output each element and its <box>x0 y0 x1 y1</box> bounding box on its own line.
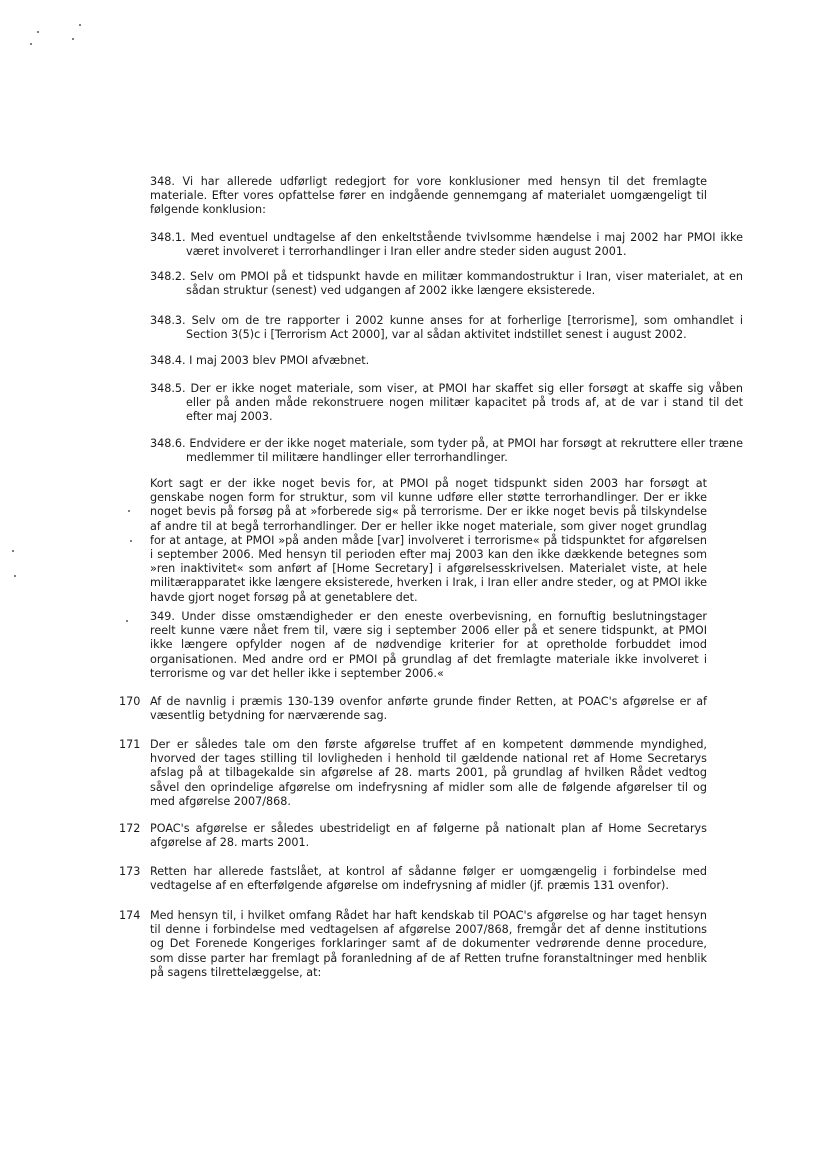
quote-item-348-3: 348.3. Selv om de tre rapporter i 2002 kunne anses for at forherlige [terrorisme], som omhandlet i Section 3(5)c i [Terrorism Act 2000], var al sådan aktivitet indstillet senest i august 2002. <box>150 314 743 342</box>
paragraph-number: 170 <box>119 695 141 708</box>
paragraph-text: Med hensyn til, i hvilket omfang Rådet har haft kendskab til POAC's afgørelse og har taget hensyn til denne i forbindelse med vedtagelsen af afgørelse 2007/868, fremgår det af denne institutions og Det Forenede Kongeriges forklaringer samt af de dokumenter vedrørende denne procedure, som disse parter har fremlagt på foranledning af de af Retten trufne foranstaltninger med henblik på sagens tilrettelæggelse, at: <box>150 909 707 979</box>
quote-item-348-4: 348.4. I maj 2003 blev PMOI afvæbnet. <box>150 354 370 367</box>
paragraph-number: 174 <box>119 909 141 922</box>
scan-speck <box>130 540 132 542</box>
quote-item-348-6: 348.6. Endvidere er der ikke noget materiale, som tyder på, at PMOI har forsøgt at rekruttere eller træne medlemmer til militære handlinger eller terrorhandlinger. <box>150 437 743 465</box>
scan-speck <box>37 31 39 33</box>
paragraph-text: Der er således tale om den første afgørelse truffet af en kompetent dømmende myndighed, hvorved der tages stilling til lovligheden i henhold til gældende national ret af Home Secretarys afslag på at tilbagekalde sin afgørelse af 28. marts 2001, på grundlag af hvilken Rådet vedtog såvel den oprindelige afgørelse om indefrysning af midler som alle de følgende afgørelser til og med afgørelse 2007/868. <box>150 738 707 808</box>
scan-speck <box>128 510 130 512</box>
paragraph-text: Af de navnlig i præmis 130-139 ovenfor anførte grunde finder Retten, at POAC's afgørelse er af væsentlig betydning for nærværende sag. <box>150 695 707 723</box>
scan-speck <box>30 43 32 45</box>
paragraph-text: Retten har allerede fastslået, at kontrol af sådanne følger er uomgængelig i forbindelse med vedtagelse af en efterfølgende afgørelse om indefrysning af midler (jf. præmis 131 ovenfor). <box>150 865 707 893</box>
quote-summary: Kort sagt er der ikke noget bevis for, at PMOI på noget tidspunkt siden 2003 har forsøgt at genskabe nogen form for struktur, som vil kunne udføre eller støtte terrorhandlinger. Der er ikke noget bevis på forsøg på at »forberede sig« på terrorisme. Der er ikke noget bevis på tilskyndelse af andre til at begå terrorhandlinger. Der er heller ikke noget materiale, som giver noget grundlag for at antage, at PMOI »på anden måde [var] involveret i terrorisme« på tidspunktet for afgørelsen i september 2006. Med hensyn til perioden efter maj 2003 kan den ikke dækkende betegnes som »ren inaktivitet« som anført af [Home Secretary] i afgørelsesskrivelsen. Materialet viste, at hele militærapparatet ikke længere eksisterede, hverken i Irak, i Iran eller andre steder, og at PMOI ikke havde gjort noget forsøg på at genetablere det. <box>150 477 707 604</box>
scan-speck <box>14 575 16 577</box>
paragraph-text: POAC's afgørelse er således ubestrideligt en af følgerne på nationalt plan af Home Secretarys afgørelse af 28. marts 2001. <box>150 822 707 850</box>
quote-item-348-1: 348.1. Med eventuel undtagelse af den enkeltstående tvivlsomme hændelse i maj 2002 har PMOI ikke været involveret i terrorhandlinger i Iran eller andre steder siden august 2001. <box>150 231 743 259</box>
paragraph-number: 171 <box>119 738 141 751</box>
quote-item-348-5: 348.5. Der er ikke noget materiale, som viser, at PMOI har skaffet sig eller forsøgt at skaffe sig våben eller på anden måde rekonstruere nogen militær kapacitet på trods af, at de var i stand til det efter maj 2003. <box>150 382 743 424</box>
quote-paragraph-349: 349. Under disse omstændigheder er den eneste overbevisning, en fornuftig beslutningstager reelt kunne være nået frem til, være sig i september 2006 eller på et senere tidspunkt, at PMOI ikke længere opfylder nogen af de nødvendige kriterier for at opretholde forbuddet imod organisationen. Med andre ord er PMOI på grundlag af det fremlagte materiale ikke involveret i terrorisme og var det heller ikke i september 2006.« <box>150 610 707 680</box>
paragraph-number: 173 <box>119 865 141 878</box>
paragraph-number: 172 <box>119 822 141 835</box>
quote-intro: 348. Vi har allerede udførligt redegjort for vore konklusioner med hensyn til det fremlagte materiale. Efter vores opfattelse fører en indgående gennemgang af materialet uomgængeligt til følgende konklusion: <box>150 175 707 217</box>
scan-speck <box>12 550 14 552</box>
scan-speck <box>79 24 81 26</box>
scan-speck <box>126 620 128 622</box>
scan-speck <box>72 38 74 40</box>
quote-item-348-2: 348.2. Selv om PMOI på et tidspunkt havde en militær kommandostruktur i Iran, viser materialet, at en sådan struktur (senest) ved udgangen af 2002 ikke længere eksisterede. <box>150 270 743 298</box>
